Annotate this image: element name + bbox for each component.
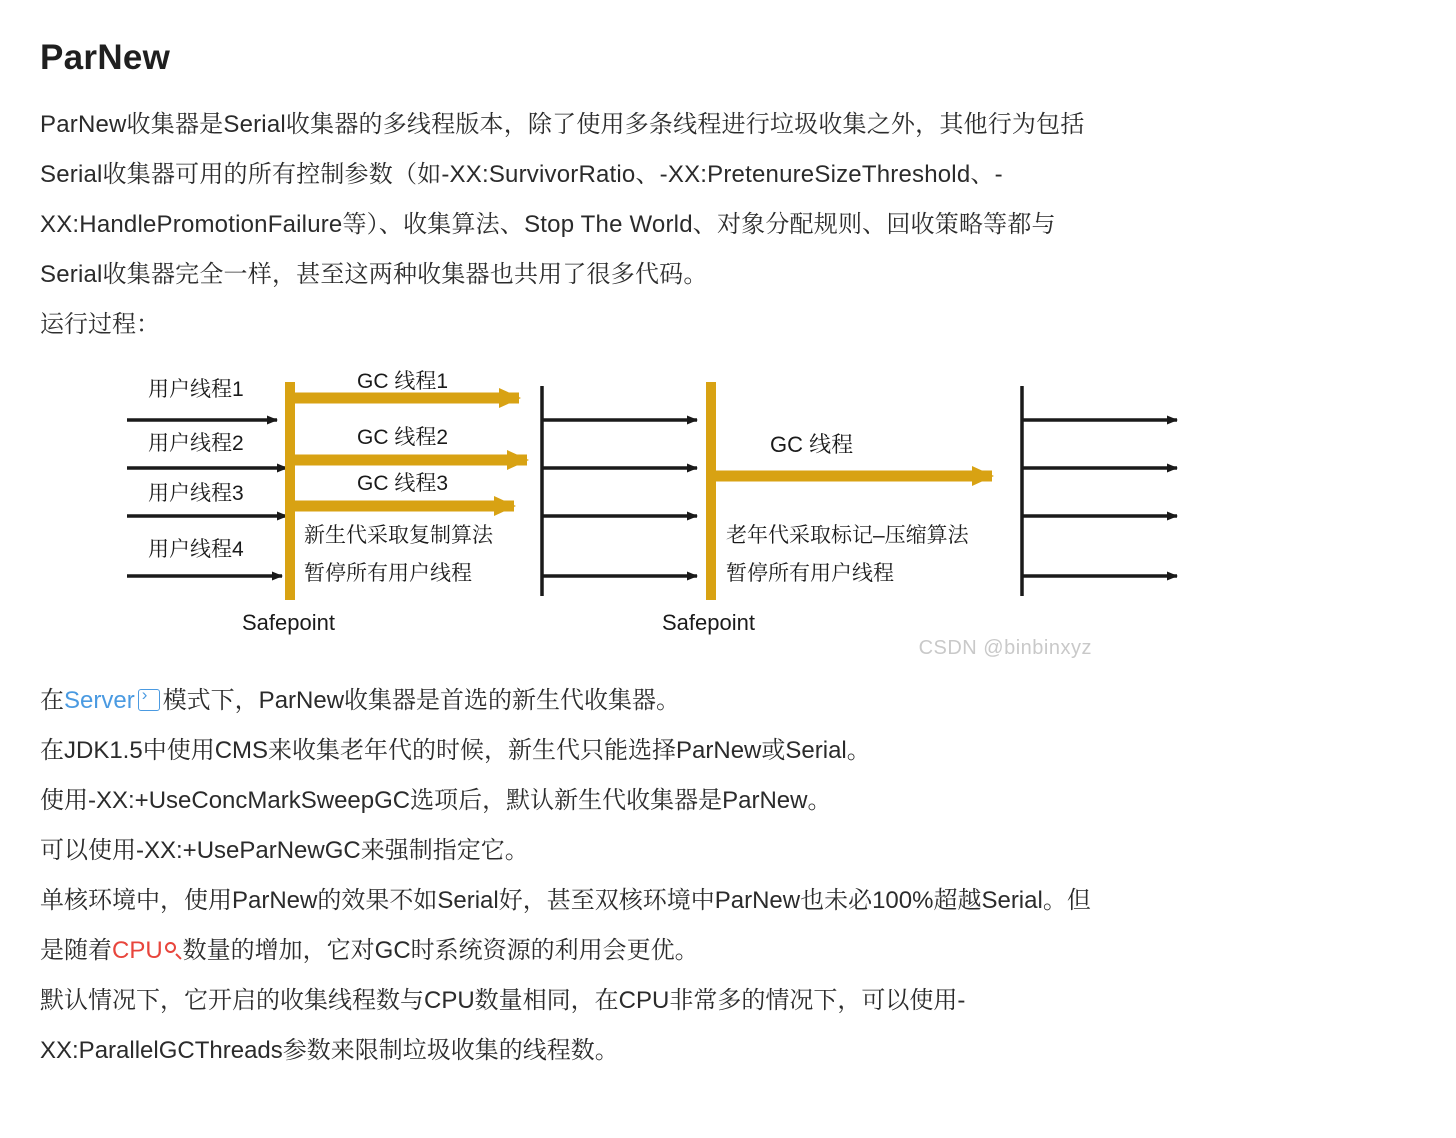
user-thread-label-4: 用户线程4: [148, 538, 244, 561]
note-line-singlecore-b: [40, 926, 1416, 976]
young-note-line-1: 新生代采取复制算法: [304, 524, 493, 547]
user-thread-arrows-middle: [542, 420, 697, 576]
cpu-line-prefix: 是随着: [40, 937, 112, 964]
young-note-line-2: 暂停所有用户线程: [304, 562, 472, 585]
intro-paragraph: [40, 100, 1416, 300]
gc-thread-label-2: GC 线程2: [357, 426, 449, 449]
gc-single-label: GC 线程: [770, 432, 854, 457]
gc-thread-label-3: GC 线程3: [357, 472, 449, 495]
paragraph-line: ParNew收集器是Serial收集器的多线程版本，除了使用多条线程进行垃圾收集之外，其他行为包括: [40, 111, 1085, 138]
old-gen-note: [726, 524, 970, 585]
note-line-singlecore-a: 单核环境中，使用ParNew的效果不如Serial好，甚至双核环境中ParNew也未必100%超越Serial。但: [40, 887, 1091, 914]
note-line-suffix: 模式下，ParNew收集器是首选的新生代收集器。: [162, 687, 681, 714]
note-line-prefix: 在: [40, 687, 64, 714]
user-thread-label-1: 用户线程1: [148, 378, 244, 401]
note-line-jdk15: 在JDK1.5中使用CMS来收集老年代的时候，新生代只能选择ParNew或Serial。: [40, 737, 871, 764]
gc-process-diagram: [82, 364, 1242, 664]
note-line-cms-option: 使用-XX:+UseConcMarkSweepGC选项后，默认新生代收集器是ParNew。: [40, 787, 832, 814]
notes-list: [40, 676, 1416, 1076]
search-icon[interactable]: [165, 942, 183, 960]
cpu-line-suffix: 数量的增加，它对GC时系统资源的利用会更优。: [182, 937, 699, 964]
note-line-threads-b: XX:ParallelGCThreads参数来限制垃圾收集的线程数。: [40, 1037, 619, 1064]
note-line-useparnewgc: 可以使用-XX:+UseParNewGC来强制指定它。: [40, 837, 529, 864]
safepoint-label-right: Safepoint: [662, 610, 755, 635]
old-note-line-1: 老年代采取标记–压缩算法: [726, 524, 969, 547]
old-note-line-2: 暂停所有用户线程: [726, 562, 894, 585]
watermark: CSDN @binbinxyz: [918, 637, 1092, 659]
run-process-label: 运行过程：: [40, 311, 160, 338]
safepoint-bar-right: [706, 382, 716, 600]
note-line-server: [40, 676, 1416, 726]
page-title: ParNew: [40, 38, 171, 77]
gc-thread-labels: [357, 370, 448, 495]
gc-thread-label-1: GC 线程1: [357, 370, 449, 393]
safepoint-labels: [242, 610, 755, 635]
diagram-svg: [82, 364, 1242, 664]
safepoint-bar-left: [285, 382, 295, 600]
user-thread-label-3: 用户线程3: [148, 482, 244, 505]
note-line-threads-a: 默认情况下，它开启的收集线程数与CPU数量相同，在CPU非常多的情况下，可以使用-: [40, 987, 966, 1014]
young-gen-note: [304, 524, 494, 585]
server-link[interactable]: Server: [64, 687, 135, 714]
cpu-keyword[interactable]: CPU: [112, 937, 163, 964]
user-thread-arrows-right: [1022, 420, 1177, 576]
safepoint-label-left: Safepoint: [242, 610, 335, 635]
paragraph-line: XX:HandlePromotionFailure等）、收集算法、Stop The World、对象分配规则、回收策略等都与: [40, 211, 1056, 238]
paragraph-line: Serial收集器完全一样，甚至这两种收集器也共用了很多代码。: [40, 261, 708, 288]
paragraph-line: Serial收集器可用的所有控制参数（如-XX:SurvivorRatio、-XX:PretenureSizeThreshold、-: [40, 161, 1003, 188]
user-thread-label-2: 用户线程2: [148, 432, 244, 455]
external-link-icon[interactable]: [138, 689, 160, 711]
